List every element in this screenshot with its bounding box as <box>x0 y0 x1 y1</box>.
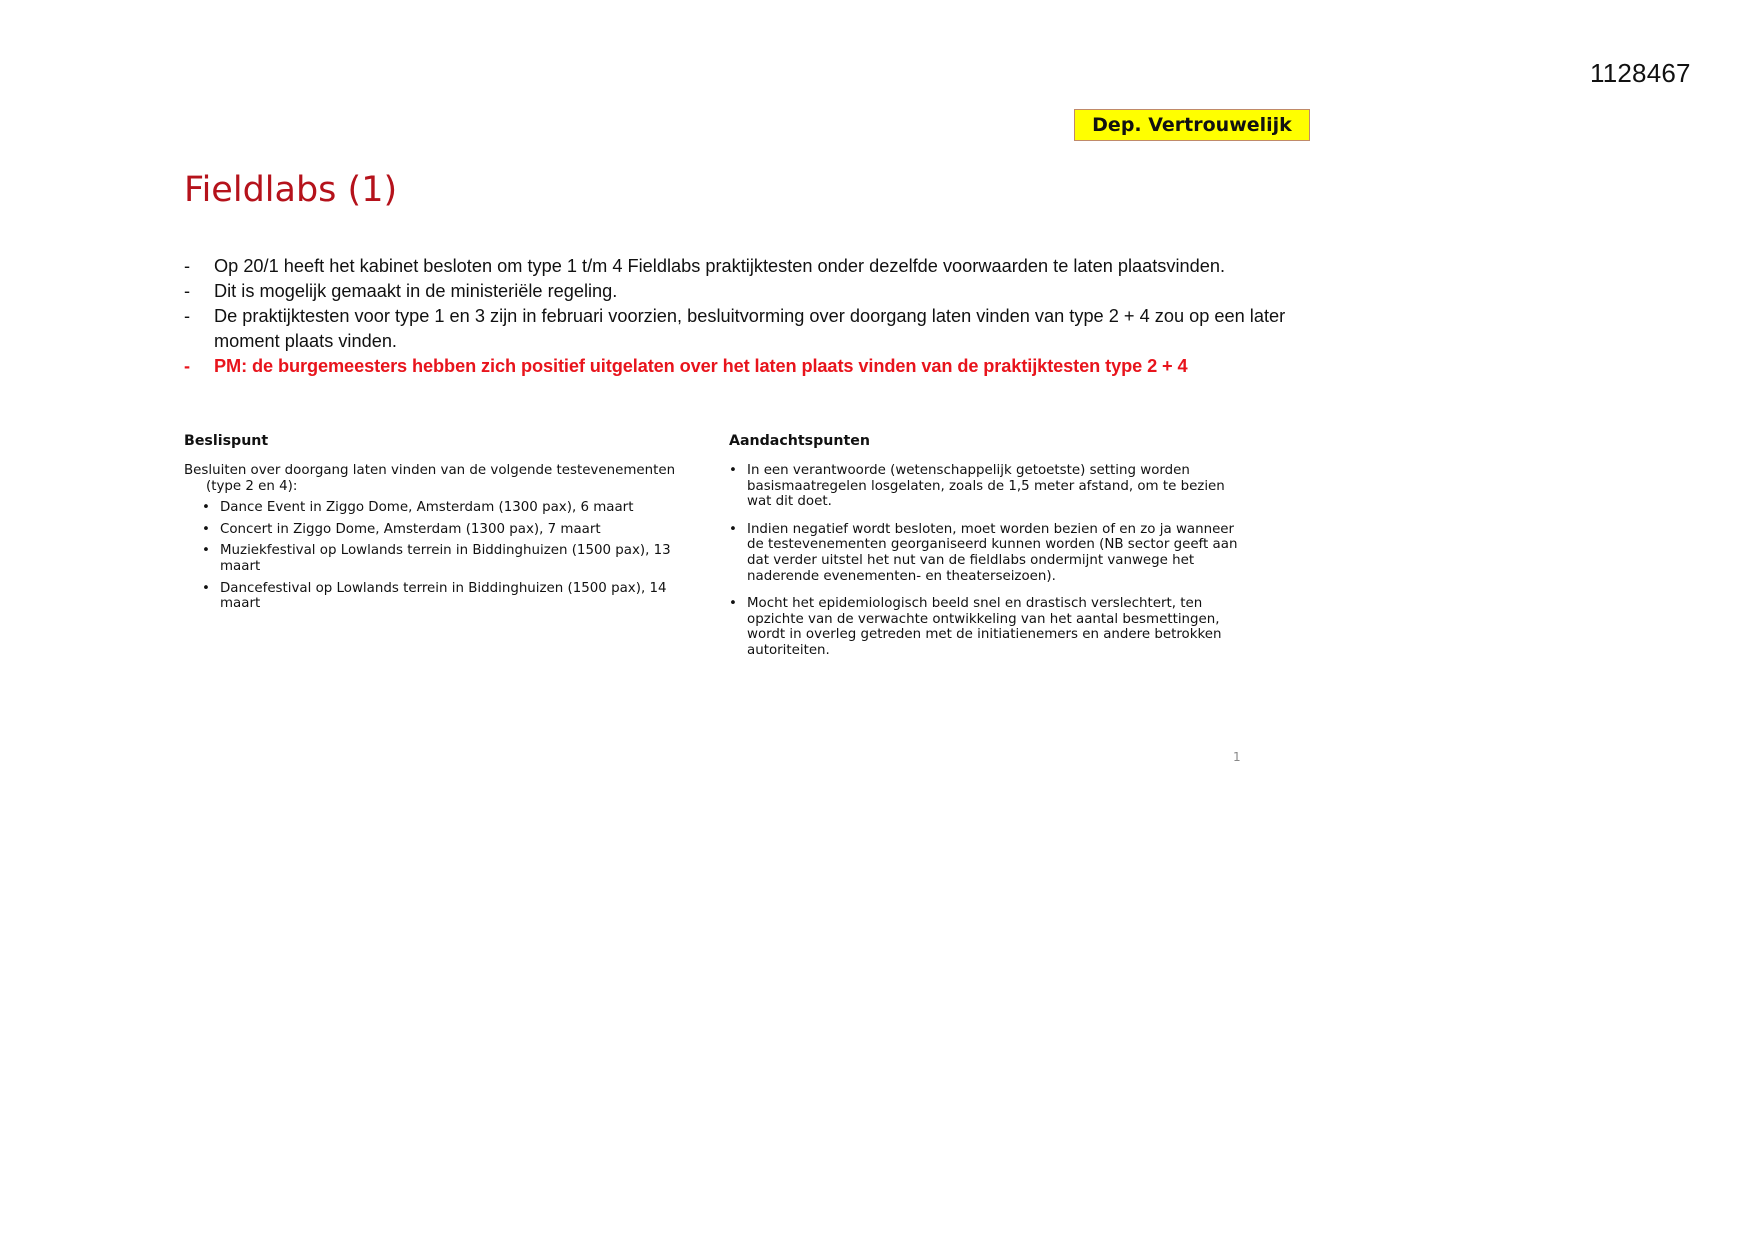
main-bullet-item <box>184 304 1294 354</box>
main-bullet-list <box>184 254 1294 379</box>
aandachtspunten-list <box>729 463 1249 659</box>
bullet-dot-icon: • <box>202 580 210 596</box>
beslispunt-intro: Besluiten over doorgang laten vinden van de volgende testevenementen (type 2 en 4): <box>184 463 676 494</box>
beslispunt-heading: Beslispunt <box>184 433 269 449</box>
classification-badge: Dep. Vertrouwelijk <box>1074 109 1310 141</box>
list-item <box>729 463 1249 510</box>
list-item-text: Muziekfestival op Lowlands terrein in Biddinghuizen (1500 pax), 13 maart <box>220 543 671 574</box>
main-bullet-item-highlight <box>184 354 1294 379</box>
list-item-text: Dancefestival op Lowlands terrein in Biddinghuizen (1500 pax), 14 maart <box>220 580 667 612</box>
dash-bullet-icon: - <box>184 281 191 301</box>
list-item <box>202 500 704 516</box>
main-bullet-text: De praktijktesten voor type 1 en 3 zijn in februari voorzien, besluitvorming over doorgang laten vinden van type 2 + 4 zou op een later moment plaats vinden. <box>214 306 1286 351</box>
list-item <box>202 581 704 612</box>
aandachtspunten-section <box>729 432 1249 671</box>
dash-bullet-icon: - <box>184 306 191 326</box>
aandachtspunten-heading: Aandachtspunten <box>729 433 870 449</box>
main-bullet-item <box>184 254 1294 279</box>
list-item <box>202 543 704 574</box>
main-bullet-item <box>184 279 1294 304</box>
dash-bullet-icon: - <box>184 256 191 276</box>
slide-title: Fieldlabs (1) <box>184 170 398 210</box>
beslispunt-section <box>184 432 704 618</box>
bullet-dot-icon: • <box>202 543 210 559</box>
page-number: 1 <box>1233 750 1241 764</box>
list-item-text: Indien negatief wordt besloten, moet worden bezien of en zo ja wanneer de testevenementen georganiseerd kunnen worden (NB sector geeft aan dat verder uitstel het nut van de fieldlabs ondermijnt vanwege het naderende evenementen- en theaterseizoen). <box>747 521 1238 584</box>
main-bullet-text: Dit is mogelijk gemaakt in de ministeriële regeling. <box>214 281 618 301</box>
document-number: 1128467 <box>1590 58 1691 88</box>
bullet-dot-icon: • <box>729 521 737 537</box>
list-item-text: Concert in Ziggo Dome, Amsterdam (1300 pax), 7 maart <box>220 521 601 537</box>
bullet-dot-icon: • <box>202 521 210 537</box>
list-item <box>202 522 704 538</box>
main-bullet-text: Op 20/1 heeft het kabinet besloten om type 1 t/m 4 Fieldlabs praktijktesten onder dezelfde voorwaarden te laten plaatsvinden. <box>214 256 1226 276</box>
list-item-text: Dance Event in Ziggo Dome, Amsterdam (1300 pax), 6 maart <box>220 500 634 516</box>
dash-bullet-icon: - <box>184 356 190 376</box>
beslispunt-list <box>184 500 704 612</box>
list-item <box>729 522 1249 584</box>
bullet-dot-icon: • <box>729 596 737 612</box>
main-bullet-text: PM: de burgemeesters hebben zich positief uitgelaten over het laten plaats vinden van de praktijktesten type 2 + 4 <box>214 356 1188 376</box>
list-item-text: In een verantwoorde (wetenschappelijk getoetste) setting worden basismaatregelen losgelaten, zoals de 1,5 meter afstand, om te bezien wat dit doet. <box>747 463 1225 510</box>
list-item-text: Mocht het epidemiologisch beeld snel en drastisch verslechtert, ten opzichte van de verwachte ontwikkeling van het aantal besmettingen, wordt in overleg getreden met de initiatienemers en andere betrokken autoriteiten. <box>747 596 1222 658</box>
bullet-dot-icon: • <box>202 500 210 516</box>
bullet-dot-icon: • <box>729 463 737 478</box>
list-item <box>729 596 1249 658</box>
